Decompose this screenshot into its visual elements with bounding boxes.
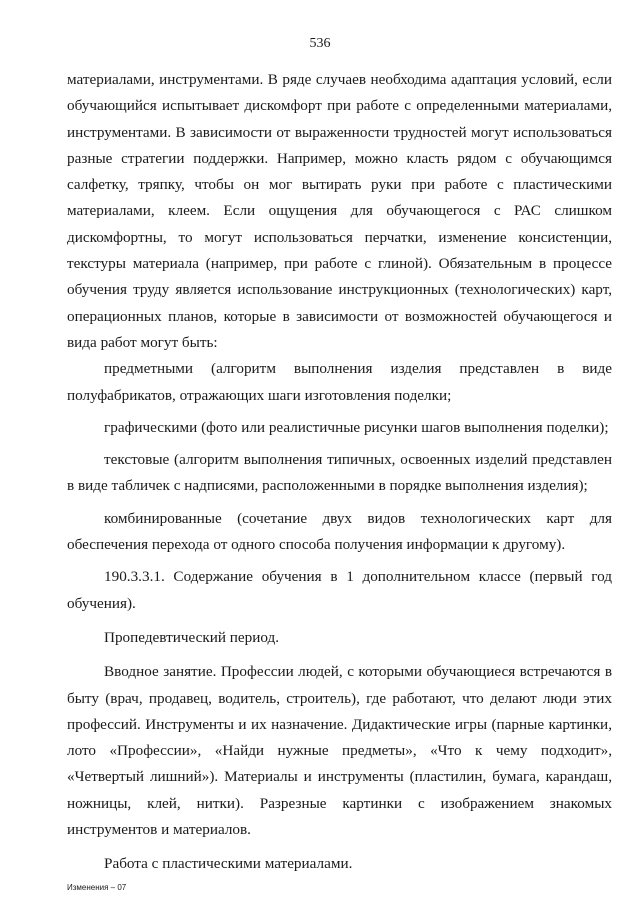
document-body bbox=[67, 67, 612, 878]
page-number: 536 bbox=[309, 36, 331, 51]
list-item-combined: комбинированные (сочетание двух видов технологических карт для обеспечения перехода от одного способа получения информации к другому). bbox=[67, 509, 612, 554]
section-heading: 190.3.3.1. Содержание обучения в 1 дополнительном классе (первый год обучения). bbox=[67, 568, 612, 612]
revision-footer: Изменения – 07 bbox=[67, 883, 127, 892]
list-item-subject: предметными (алгоритм выполнения изделия представлен в виде полуфабрикатов, отражающих шаги изготовления поделки; bbox=[67, 360, 612, 404]
paragraph-plastic-materials: Работа с пластическими материалами. bbox=[104, 855, 353, 873]
paragraph-adaptation: материалами, инструментами. В ряде случаев необходима адаптация условий, если обучающийся испытывает дискомфорт при работе с определенными материалами, инструментами. В зависимости от выраженности трудностей могут использоваться разные стратегии поддержки. Например, можно класть рядом с обучающимся салфетку, тряпку, чтобы он мог вытирать руки при работе с пластическими материалами, клеем. Если ощущения для обучающегося с РАС слишком дискомфортны, то могут использоваться перчатки, изменение консистенции, текстуры материала (например, при работе с глиной). Обязательным в процессе обучения труду является использование инструкционных (технологических) карт, операционных планов, которые в зависимости от возможностей обучающегося и вида работ могут быть: bbox=[67, 71, 612, 351]
paragraph-intro-lesson: Вводное занятие. Профессии людей, с которыми обучающиеся встречаются в быту (врач, продавец, водитель, строитель), где работают, что делают люди этих профессий. Инструменты и их назначение. Дидактические игры (парные картинки, лото «Профессии», «Найди нужные предметы», «Что к чему подходит», «Четвертый лишний»). Материалы и инструменты (пластилин, бумага, карандаш, ножницы, клей, нитки). Разрезные картинки с изображением знакомых инструментов и материалов. bbox=[67, 663, 612, 839]
list-item-text: текстовые (алгоритм выполнения типичных, освоенных изделий представлен в виде табличек с надписями, расположенными в порядке выполнения изделия); bbox=[67, 451, 612, 495]
period-title: Пропедевтический период. bbox=[104, 628, 280, 646]
list-item-graphic: графическими (фото или реалистичные рисунки шагов выполнения поделки); bbox=[104, 418, 609, 436]
